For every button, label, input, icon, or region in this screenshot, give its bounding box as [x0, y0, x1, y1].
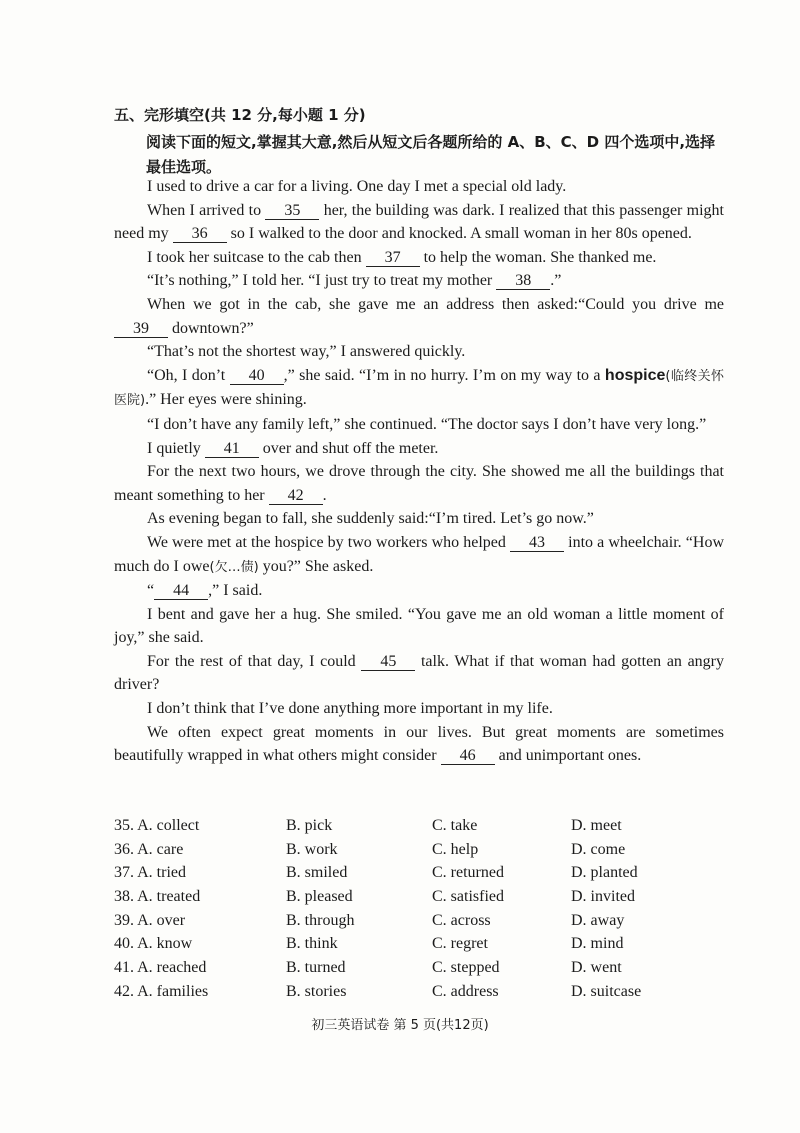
- passage-text: We often expect great moments in our lives. But great moments are sometimes beautifully wrapped in what others might consider: [114, 723, 724, 765]
- passage-text: downtown?”: [168, 319, 254, 337]
- option-row-38: [114, 888, 734, 912]
- option-row-36: [114, 841, 734, 865]
- option-a: 35. A. collect: [114, 817, 200, 834]
- option-row-42: [114, 983, 734, 1007]
- owe-gloss: (欠…债): [209, 559, 259, 575]
- blank-40: 40: [230, 367, 284, 385]
- passage-text: I bent and gave her a hug. She smiled. “You gave me an old woman a little moment of joy,” she said.: [114, 605, 724, 647]
- option-row-35: [114, 817, 734, 841]
- blank-42: 42: [269, 487, 323, 505]
- option-a: 40. A. know: [114, 935, 193, 953]
- paragraph: [114, 413, 724, 437]
- blank-38: 38: [496, 272, 550, 290]
- section-heading: 五、完形填空(共 12 分,每小题 1 分): [114, 106, 366, 124]
- option-b: B. stories: [286, 982, 347, 1000]
- blank-44: 44: [154, 582, 208, 600]
- option-c: C. address: [432, 982, 499, 1000]
- option-a: 41. A. reached: [114, 959, 207, 977]
- option-d: D. planted: [571, 864, 638, 882]
- section-instruction: 阅读下面的短文,掌握其大意,然后从短文后各题所给的 A、B、C、D 四个选项中,选择最佳选项。: [146, 133, 716, 176]
- paragraph: [114, 603, 724, 650]
- passage-text: her, the building was dark. I realized that this passenger might need my: [114, 201, 725, 243]
- option-d: D. come: [571, 840, 626, 858]
- passage-text: and unimportant ones.: [494, 747, 642, 765]
- passage-text: When I arrived to: [147, 201, 266, 219]
- paragraph: [114, 460, 724, 507]
- passage-text: .: [322, 486, 327, 504]
- blank-37: 37: [366, 249, 420, 267]
- paragraph: [114, 364, 724, 413]
- option-b: B. pleased: [286, 888, 353, 906]
- option-b: B. work: [286, 840, 338, 858]
- option-a: 36. A. care: [114, 840, 184, 858]
- paragraph: [114, 269, 724, 293]
- passage-text: to help the woman. She thanked me.: [419, 248, 657, 266]
- option-c: C. regret: [432, 935, 488, 953]
- option-b: B. pick: [286, 817, 333, 834]
- passage-text: For the rest of that day, I could: [147, 652, 362, 670]
- option-row-39: [114, 912, 734, 936]
- blank-39: 39: [114, 320, 168, 338]
- passage-text: ,” she said. “I’m in no hurry. I’m on my way to a: [283, 366, 605, 384]
- option-a: 42. A. families: [114, 982, 209, 1000]
- passage-text: “Oh, I don’t: [147, 366, 230, 384]
- option-d: D. went: [571, 959, 622, 977]
- passage-text: As evening began to fall, she suddenly said:“I’m tired. Let’s go now.”: [147, 510, 594, 528]
- passage-text: so I walked to the door and knocked. A small woman in her 80s opened.: [226, 225, 692, 243]
- passage-text: you?” She asked.: [258, 557, 374, 575]
- blank-35: 35: [265, 202, 319, 220]
- option-row-40: [114, 935, 734, 959]
- option-b: B. smiled: [286, 864, 348, 882]
- paragraph: [114, 507, 724, 531]
- blank-45: 45: [361, 653, 415, 671]
- paragraph: [114, 340, 724, 364]
- passage-text: When we got in the cab, she gave me an address then asked:“Could you drive me: [147, 295, 724, 313]
- passage-text: I don’t think that I’ve done anything more important in my life.: [147, 700, 553, 718]
- passage-text: “That’s not the shortest way,” I answered quickly.: [147, 343, 466, 361]
- paragraph: [114, 650, 724, 697]
- passage-text: I took her suitcase to the cab then: [147, 248, 366, 266]
- passage-text: “I don’t have any family left,” she continued. “The doctor says I don’t have very long.”: [147, 415, 707, 433]
- blank-43: 43: [510, 534, 564, 552]
- paragraph: [114, 199, 724, 246]
- option-row-37: [114, 864, 734, 888]
- option-a: 38. A. treated: [114, 888, 201, 906]
- passage-text: For the next two hours, we drove through the city. She showed me all the buildings that meant something to her: [114, 463, 724, 504]
- option-row-41: [114, 959, 734, 983]
- option-a: 37. A. tried: [114, 864, 186, 882]
- option-d: D. invited: [571, 888, 635, 906]
- paragraph: [114, 531, 724, 579]
- hospice-gloss: (临终关怀医院): [114, 368, 725, 409]
- option-b: B. think: [286, 935, 338, 953]
- paragraph: [114, 246, 724, 270]
- option-c: C. satisfied: [432, 888, 504, 906]
- passage-text: into a wheelchair. “How much do I owe: [114, 533, 725, 575]
- blank-41: 41: [205, 440, 259, 458]
- paragraph: [114, 175, 724, 199]
- option-c: C. help: [432, 840, 479, 858]
- passage-text: talk. What if that woman had gotten an angry driver?: [114, 652, 725, 694]
- blank-46: 46: [441, 747, 495, 765]
- option-b: B. through: [286, 911, 355, 929]
- answer-options: [114, 817, 734, 1007]
- blank-36: 36: [173, 225, 227, 243]
- option-c: C. returned: [432, 864, 504, 882]
- paragraph: [114, 293, 724, 340]
- hospice-word: hospice: [604, 366, 666, 384]
- option-d: D. mind: [571, 935, 624, 953]
- passage-text: I quietly: [147, 439, 205, 457]
- paragraph: [114, 697, 724, 721]
- passage-text: over and shut off the meter.: [258, 439, 439, 457]
- page-footer: 初三英语试卷 第 5 页(共12页): [311, 1018, 489, 1033]
- option-c: C. take: [432, 817, 478, 834]
- paragraph: [114, 721, 724, 768]
- passage-text: We were met at the hospice by two workers who helped: [147, 533, 511, 551]
- paragraph: [114, 437, 724, 461]
- option-a: 39. A. over: [114, 911, 186, 929]
- paragraph: [114, 579, 724, 603]
- cloze-passage: [114, 175, 724, 768]
- option-d: D. meet: [571, 817, 622, 834]
- passage-text: “It’s nothing,” I told her. “I just try to treat my mother: [147, 272, 497, 290]
- option-c: C. across: [432, 911, 491, 929]
- passage-text: I used to drive a car for a living. One day I met a special old lady.: [147, 178, 567, 195]
- passage-text: ,” I said.: [208, 582, 263, 600]
- option-c: C. stepped: [432, 959, 500, 977]
- passage-text: .”: [550, 272, 562, 290]
- passage-text: .” Her eyes were shining.: [145, 391, 307, 409]
- passage-text: “: [147, 582, 155, 600]
- option-d: D. away: [571, 911, 625, 929]
- option-d: D. suitcase: [571, 982, 642, 1000]
- option-b: B. turned: [286, 959, 346, 977]
